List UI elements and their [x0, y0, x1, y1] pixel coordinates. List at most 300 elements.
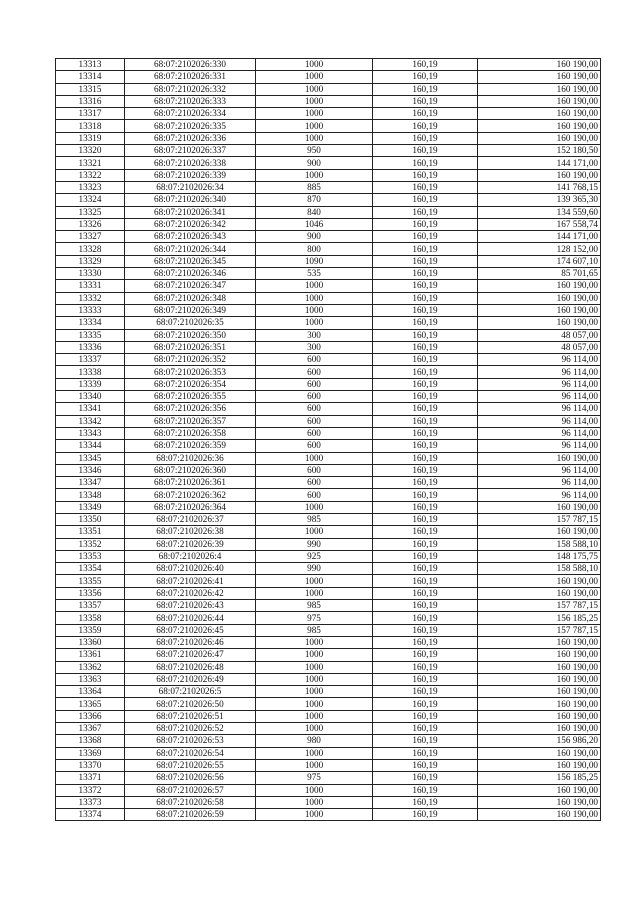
cadastral-number-cell: 68:07:2102026:331 [125, 71, 256, 83]
area-cell: 985 [256, 513, 373, 525]
cost-cell: 157 787,15 [478, 624, 601, 636]
rate-cell: 160,19 [373, 550, 478, 562]
cost-cell: 160 190,00 [478, 526, 601, 538]
table-row [56, 723, 601, 735]
cost-cell: 174 607,10 [478, 255, 601, 267]
table-row [56, 304, 601, 316]
table-row [56, 550, 601, 562]
cadastral-number-cell: 68:07:2102026:348 [125, 292, 256, 304]
cadastral-number-cell: 68:07:2102026:52 [125, 723, 256, 735]
rate-cell: 160,19 [373, 587, 478, 599]
area-cell: 1000 [256, 649, 373, 661]
cadastre-value-table [55, 58, 601, 821]
row-number-cell: 13334 [56, 317, 125, 329]
cost-cell: 144 171,00 [478, 231, 601, 243]
table-row [56, 354, 601, 366]
cadastral-number-cell: 68:07:2102026:35 [125, 317, 256, 329]
cadastral-number-cell: 68:07:2102026:330 [125, 59, 256, 71]
cadastral-number-cell: 68:07:2102026:38 [125, 526, 256, 538]
cadastral-number-cell: 68:07:2102026:345 [125, 255, 256, 267]
row-number-cell: 13344 [56, 440, 125, 452]
area-cell: 900 [256, 157, 373, 169]
cost-cell: 152 180,50 [478, 145, 601, 157]
cadastral-number-cell: 68:07:2102026:53 [125, 735, 256, 747]
area-cell: 885 [256, 181, 373, 193]
cadastral-number-cell: 68:07:2102026:43 [125, 600, 256, 612]
row-number-cell: 13338 [56, 366, 125, 378]
cost-cell: 96 114,00 [478, 440, 601, 452]
table-row [56, 341, 601, 353]
rate-cell: 160,19 [373, 169, 478, 181]
cadastral-number-cell: 68:07:2102026:44 [125, 612, 256, 624]
cost-cell: 160 190,00 [478, 636, 601, 648]
table-row [56, 403, 601, 415]
rate-cell: 160,19 [373, 698, 478, 710]
rate-cell: 160,19 [373, 157, 478, 169]
cost-cell: 160 190,00 [478, 132, 601, 144]
row-number-cell: 13371 [56, 772, 125, 784]
row-number-cell: 13363 [56, 673, 125, 685]
rate-cell: 160,19 [373, 809, 478, 821]
table-row [56, 378, 601, 390]
row-number-cell: 13333 [56, 304, 125, 316]
cost-cell: 160 190,00 [478, 575, 601, 587]
cost-cell: 144 171,00 [478, 157, 601, 169]
rate-cell: 160,19 [373, 427, 478, 439]
cadastral-number-cell: 68:07:2102026:340 [125, 194, 256, 206]
cadastral-number-cell: 68:07:2102026:48 [125, 661, 256, 673]
row-number-cell: 13361 [56, 649, 125, 661]
cadastral-number-cell: 68:07:2102026:364 [125, 501, 256, 513]
table-row [56, 796, 601, 808]
rate-cell: 160,19 [373, 378, 478, 390]
area-cell: 600 [256, 391, 373, 403]
cadastral-number-cell: 68:07:2102026:359 [125, 440, 256, 452]
table-row [56, 255, 601, 267]
cost-cell: 85 701,65 [478, 268, 601, 280]
cadastral-number-cell: 68:07:2102026:34 [125, 181, 256, 193]
cadastral-number-cell: 68:07:2102026:362 [125, 489, 256, 501]
table-row [56, 181, 601, 193]
row-number-cell: 13364 [56, 686, 125, 698]
cost-cell: 156 185,25 [478, 772, 601, 784]
cost-cell: 158 588,10 [478, 538, 601, 550]
row-number-cell: 13336 [56, 341, 125, 353]
row-number-cell: 13351 [56, 526, 125, 538]
rate-cell: 160,19 [373, 83, 478, 95]
table-row [56, 587, 601, 599]
rate-cell: 160,19 [373, 723, 478, 735]
cadastral-number-cell: 68:07:2102026:40 [125, 563, 256, 575]
cost-cell: 160 190,00 [478, 809, 601, 821]
table-row [56, 649, 601, 661]
table-row [56, 686, 601, 698]
cadastral-number-cell: 68:07:2102026:57 [125, 784, 256, 796]
rate-cell: 160,19 [373, 440, 478, 452]
table-row [56, 636, 601, 648]
table-row [56, 391, 601, 403]
table-row [56, 83, 601, 95]
rate-cell: 160,19 [373, 194, 478, 206]
rate-cell: 160,19 [373, 538, 478, 550]
cost-cell: 160 190,00 [478, 649, 601, 661]
area-cell: 1000 [256, 784, 373, 796]
cadastral-number-cell: 68:07:2102026:360 [125, 464, 256, 476]
table-row [56, 464, 601, 476]
rate-cell: 160,19 [373, 403, 478, 415]
area-cell: 600 [256, 366, 373, 378]
area-cell: 1000 [256, 636, 373, 648]
rate-cell: 160,19 [373, 231, 478, 243]
row-number-cell: 13341 [56, 403, 125, 415]
rate-cell: 160,19 [373, 649, 478, 661]
row-number-cell: 13318 [56, 120, 125, 132]
row-number-cell: 13320 [56, 145, 125, 157]
table-row [56, 747, 601, 759]
table-row [56, 427, 601, 439]
table-row [56, 759, 601, 771]
row-number-cell: 13357 [56, 600, 125, 612]
cadastral-number-cell: 68:07:2102026:352 [125, 354, 256, 366]
rate-cell: 160,19 [373, 686, 478, 698]
table-row [56, 440, 601, 452]
row-number-cell: 13314 [56, 71, 125, 83]
cadastral-number-cell: 68:07:2102026:347 [125, 280, 256, 292]
cadastral-number-cell: 68:07:2102026:343 [125, 231, 256, 243]
area-cell: 1000 [256, 587, 373, 599]
table-row [56, 71, 601, 83]
rate-cell: 160,19 [373, 292, 478, 304]
cadastral-number-cell: 68:07:2102026:341 [125, 206, 256, 218]
row-number-cell: 13323 [56, 181, 125, 193]
area-cell: 535 [256, 268, 373, 280]
table-row [56, 489, 601, 501]
rate-cell: 160,19 [373, 268, 478, 280]
cadastral-number-cell: 68:07:2102026:361 [125, 477, 256, 489]
cost-cell: 160 190,00 [478, 120, 601, 132]
rate-cell: 160,19 [373, 71, 478, 83]
cost-cell: 139 365,30 [478, 194, 601, 206]
area-cell: 1000 [256, 59, 373, 71]
row-number-cell: 13368 [56, 735, 125, 747]
cadastral-number-cell: 68:07:2102026:51 [125, 710, 256, 722]
cadastral-number-cell: 68:07:2102026:39 [125, 538, 256, 550]
cost-cell: 96 114,00 [478, 415, 601, 427]
rate-cell: 160,19 [373, 329, 478, 341]
row-number-cell: 13321 [56, 157, 125, 169]
table-row [56, 735, 601, 747]
cadastral-number-cell: 68:07:2102026:59 [125, 809, 256, 821]
rate-cell: 160,19 [373, 206, 478, 218]
area-cell: 1000 [256, 698, 373, 710]
cadastral-number-cell: 68:07:2102026:354 [125, 378, 256, 390]
rate-cell: 160,19 [373, 145, 478, 157]
cadastral-number-cell: 68:07:2102026:56 [125, 772, 256, 784]
table-body [56, 59, 601, 821]
area-cell: 1000 [256, 501, 373, 513]
row-number-cell: 13358 [56, 612, 125, 624]
area-cell: 600 [256, 464, 373, 476]
row-number-cell: 13352 [56, 538, 125, 550]
area-cell: 1000 [256, 710, 373, 722]
row-number-cell: 13335 [56, 329, 125, 341]
rate-cell: 160,19 [373, 95, 478, 107]
area-cell: 1000 [256, 280, 373, 292]
area-cell: 950 [256, 145, 373, 157]
cost-cell: 96 114,00 [478, 378, 601, 390]
cost-cell: 157 787,15 [478, 513, 601, 525]
row-number-cell: 13316 [56, 95, 125, 107]
cost-cell: 160 190,00 [478, 280, 601, 292]
area-cell: 1000 [256, 796, 373, 808]
rate-cell: 160,19 [373, 391, 478, 403]
row-number-cell: 13322 [56, 169, 125, 181]
rate-cell: 160,19 [373, 735, 478, 747]
rate-cell: 160,19 [373, 120, 478, 132]
cost-cell: 157 787,15 [478, 600, 601, 612]
row-number-cell: 13319 [56, 132, 125, 144]
rate-cell: 160,19 [373, 501, 478, 513]
area-cell: 1000 [256, 169, 373, 181]
row-number-cell: 13328 [56, 243, 125, 255]
cost-cell: 134 559,60 [478, 206, 601, 218]
cadastral-number-cell: 68:07:2102026:356 [125, 403, 256, 415]
table-row [56, 218, 601, 230]
area-cell: 600 [256, 378, 373, 390]
area-cell: 600 [256, 489, 373, 501]
cost-cell: 160 190,00 [478, 304, 601, 316]
row-number-cell: 13355 [56, 575, 125, 587]
table-row [56, 329, 601, 341]
row-number-cell: 13342 [56, 415, 125, 427]
row-number-cell: 13372 [56, 784, 125, 796]
cadastral-number-cell: 68:07:2102026:36 [125, 452, 256, 464]
cadastral-number-cell: 68:07:2102026:344 [125, 243, 256, 255]
cadastral-number-cell: 68:07:2102026:338 [125, 157, 256, 169]
area-cell: 800 [256, 243, 373, 255]
cadastral-number-cell: 68:07:2102026:50 [125, 698, 256, 710]
rate-cell: 160,19 [373, 317, 478, 329]
area-cell: 990 [256, 538, 373, 550]
table-row [56, 268, 601, 280]
rate-cell: 160,19 [373, 772, 478, 784]
area-cell: 1000 [256, 71, 373, 83]
cost-cell: 160 190,00 [478, 698, 601, 710]
cadastral-number-cell: 68:07:2102026:334 [125, 108, 256, 120]
cadastral-number-cell: 68:07:2102026:49 [125, 673, 256, 685]
table-row [56, 169, 601, 181]
table-row [56, 784, 601, 796]
cost-cell: 158 588,10 [478, 563, 601, 575]
cost-cell: 96 114,00 [478, 391, 601, 403]
cadastral-number-cell: 68:07:2102026:58 [125, 796, 256, 808]
cost-cell: 96 114,00 [478, 403, 601, 415]
area-cell: 1000 [256, 661, 373, 673]
rate-cell: 160,19 [373, 624, 478, 636]
table-row [56, 194, 601, 206]
row-number-cell: 13329 [56, 255, 125, 267]
row-number-cell: 13373 [56, 796, 125, 808]
rate-cell: 160,19 [373, 255, 478, 267]
table-row [56, 280, 601, 292]
table-row [56, 59, 601, 71]
rate-cell: 160,19 [373, 366, 478, 378]
cost-cell: 160 190,00 [478, 587, 601, 599]
table-row [56, 95, 601, 107]
cadastral-number-cell: 68:07:2102026:350 [125, 329, 256, 341]
cost-cell: 160 190,00 [478, 747, 601, 759]
table-row [56, 575, 601, 587]
row-number-cell: 13348 [56, 489, 125, 501]
table-row [56, 538, 601, 550]
area-cell: 1090 [256, 255, 373, 267]
cadastral-number-cell: 68:07:2102026:46 [125, 636, 256, 648]
rate-cell: 160,19 [373, 612, 478, 624]
table-row [56, 600, 601, 612]
area-cell: 1000 [256, 452, 373, 464]
cost-cell: 48 057,00 [478, 341, 601, 353]
table-row [56, 231, 601, 243]
area-cell: 990 [256, 563, 373, 575]
row-number-cell: 13330 [56, 268, 125, 280]
rate-cell: 160,19 [373, 415, 478, 427]
rate-cell: 160,19 [373, 464, 478, 476]
cadastral-number-cell: 68:07:2102026:42 [125, 587, 256, 599]
cost-cell: 160 190,00 [478, 784, 601, 796]
rate-cell: 160,19 [373, 280, 478, 292]
cadastral-number-cell: 68:07:2102026:357 [125, 415, 256, 427]
row-number-cell: 13354 [56, 563, 125, 575]
rate-cell: 160,19 [373, 526, 478, 538]
cost-cell: 160 190,00 [478, 759, 601, 771]
cost-cell: 160 190,00 [478, 71, 601, 83]
area-cell: 900 [256, 231, 373, 243]
rate-cell: 160,19 [373, 108, 478, 120]
cadastral-number-cell: 68:07:2102026:4 [125, 550, 256, 562]
area-cell: 1046 [256, 218, 373, 230]
row-number-cell: 13343 [56, 427, 125, 439]
row-number-cell: 13337 [56, 354, 125, 366]
cadastral-number-cell: 68:07:2102026:336 [125, 132, 256, 144]
cost-cell: 96 114,00 [478, 464, 601, 476]
cost-cell: 96 114,00 [478, 489, 601, 501]
cadastral-number-cell: 68:07:2102026:47 [125, 649, 256, 661]
area-cell: 1000 [256, 723, 373, 735]
table-row [56, 157, 601, 169]
cost-cell: 160 190,00 [478, 292, 601, 304]
cost-cell: 156 986,20 [478, 735, 601, 747]
rate-cell: 160,19 [373, 489, 478, 501]
row-number-cell: 13324 [56, 194, 125, 206]
rate-cell: 160,19 [373, 181, 478, 193]
area-cell: 1000 [256, 526, 373, 538]
cost-cell: 96 114,00 [478, 354, 601, 366]
area-cell: 1000 [256, 108, 373, 120]
cadastral-number-cell: 68:07:2102026:342 [125, 218, 256, 230]
table-row [56, 452, 601, 464]
rate-cell: 160,19 [373, 132, 478, 144]
cadastral-number-cell: 68:07:2102026:353 [125, 366, 256, 378]
area-cell: 1000 [256, 673, 373, 685]
area-cell: 980 [256, 735, 373, 747]
cadastral-number-cell: 68:07:2102026:339 [125, 169, 256, 181]
table-row [56, 513, 601, 525]
cost-cell: 48 057,00 [478, 329, 601, 341]
table-row [56, 120, 601, 132]
row-number-cell: 13350 [56, 513, 125, 525]
row-number-cell: 13313 [56, 59, 125, 71]
table-row [56, 563, 601, 575]
row-number-cell: 13370 [56, 759, 125, 771]
rate-cell: 160,19 [373, 784, 478, 796]
table-row [56, 501, 601, 513]
table-row [56, 772, 601, 784]
table-row [56, 710, 601, 722]
cadastral-number-cell: 68:07:2102026:346 [125, 268, 256, 280]
table-row [56, 526, 601, 538]
area-cell: 985 [256, 600, 373, 612]
row-number-cell: 13365 [56, 698, 125, 710]
table-row [56, 206, 601, 218]
area-cell: 1000 [256, 83, 373, 95]
row-number-cell: 13360 [56, 636, 125, 648]
area-cell: 1000 [256, 759, 373, 771]
row-number-cell: 13353 [56, 550, 125, 562]
cadastral-number-cell: 68:07:2102026:55 [125, 759, 256, 771]
row-number-cell: 13366 [56, 710, 125, 722]
rate-cell: 160,19 [373, 477, 478, 489]
cost-cell: 160 190,00 [478, 661, 601, 673]
rate-cell: 160,19 [373, 710, 478, 722]
table-row [56, 292, 601, 304]
cost-cell: 167 558,74 [478, 218, 601, 230]
area-cell: 300 [256, 329, 373, 341]
row-number-cell: 13345 [56, 452, 125, 464]
area-cell: 870 [256, 194, 373, 206]
cadastral-number-cell: 68:07:2102026:335 [125, 120, 256, 132]
cost-cell: 96 114,00 [478, 366, 601, 378]
table-row [56, 673, 601, 685]
cadastral-number-cell: 68:07:2102026:332 [125, 83, 256, 95]
row-number-cell: 13340 [56, 391, 125, 403]
row-number-cell: 13339 [56, 378, 125, 390]
cost-cell: 160 190,00 [478, 710, 601, 722]
cost-cell: 160 190,00 [478, 673, 601, 685]
rate-cell: 160,19 [373, 59, 478, 71]
table-row [56, 698, 601, 710]
cost-cell: 160 190,00 [478, 452, 601, 464]
row-number-cell: 13374 [56, 809, 125, 821]
rate-cell: 160,19 [373, 575, 478, 587]
table-row [56, 809, 601, 821]
rate-cell: 160,19 [373, 354, 478, 366]
area-cell: 975 [256, 612, 373, 624]
area-cell: 600 [256, 403, 373, 415]
area-cell: 600 [256, 440, 373, 452]
rate-cell: 160,19 [373, 600, 478, 612]
cost-cell: 128 152,00 [478, 243, 601, 255]
area-cell: 925 [256, 550, 373, 562]
rate-cell: 160,19 [373, 218, 478, 230]
table-row [56, 317, 601, 329]
table-row [56, 415, 601, 427]
cost-cell: 96 114,00 [478, 477, 601, 489]
cost-cell: 156 185,25 [478, 612, 601, 624]
row-number-cell: 13332 [56, 292, 125, 304]
area-cell: 1000 [256, 575, 373, 587]
area-cell: 840 [256, 206, 373, 218]
rate-cell: 160,19 [373, 341, 478, 353]
